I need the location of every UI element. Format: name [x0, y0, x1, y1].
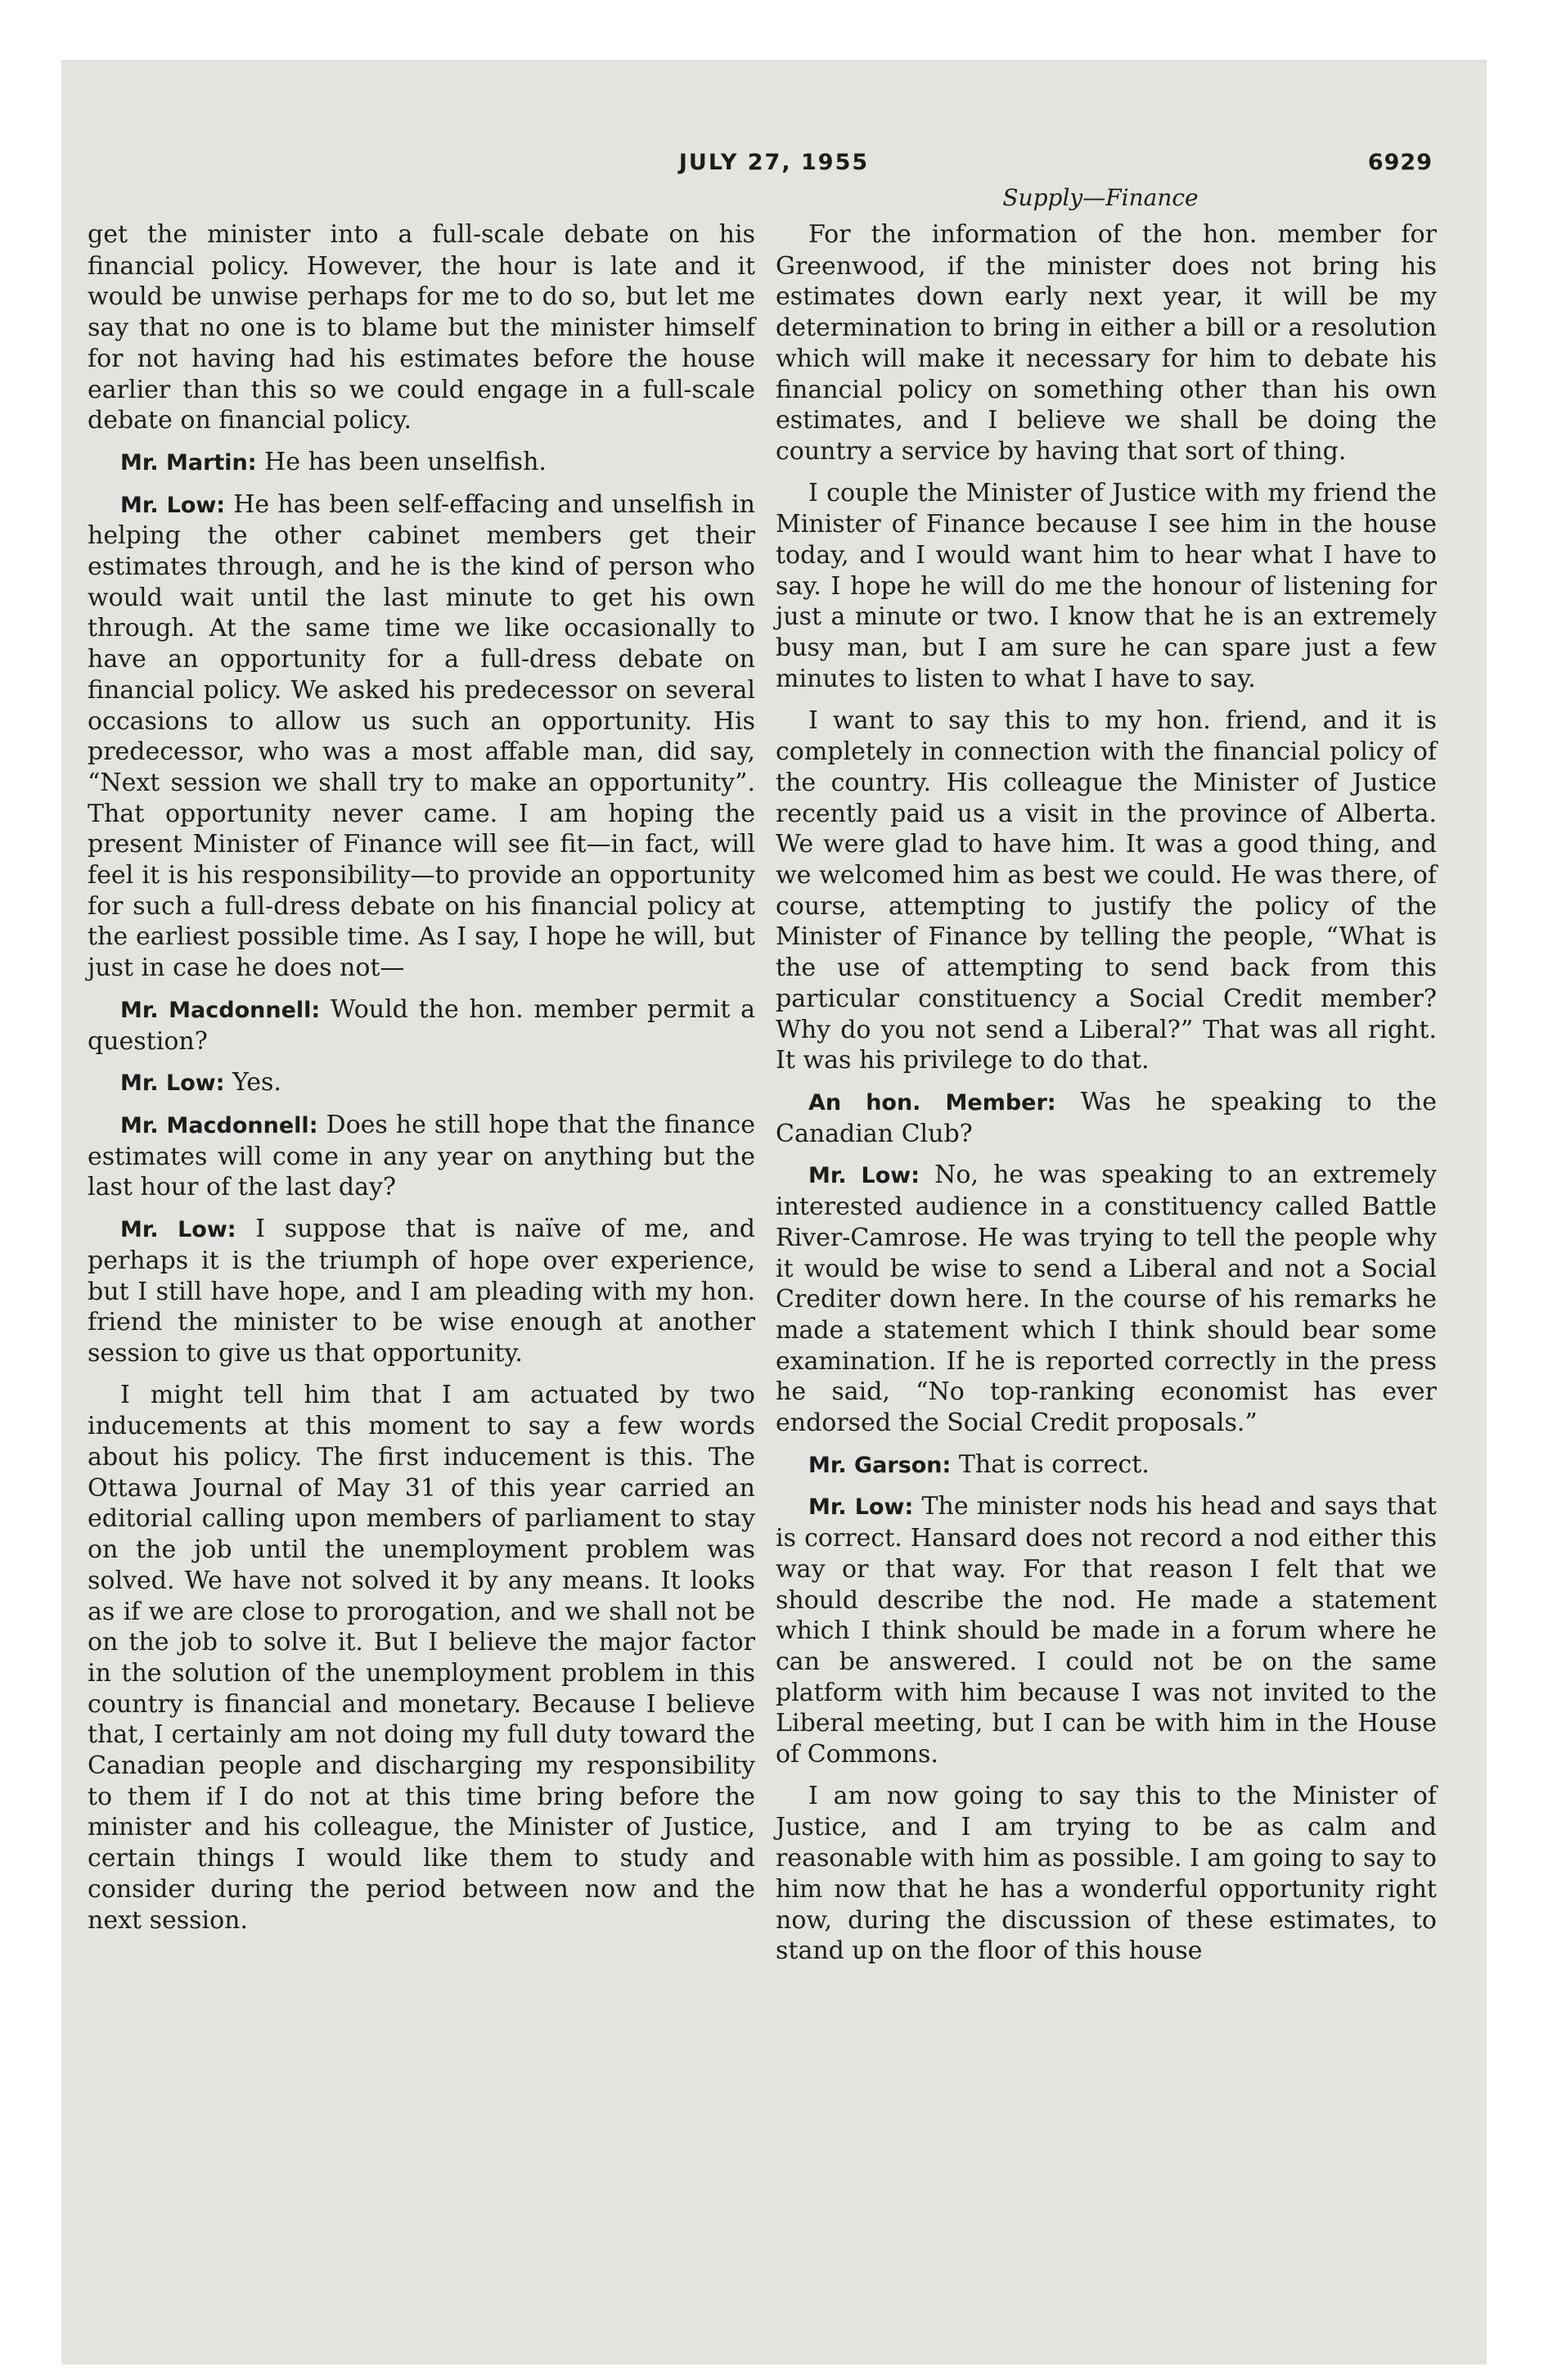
paragraph	[776, 1160, 1437, 1438]
page-number: 6929	[1367, 150, 1433, 175]
paragraph	[88, 489, 755, 984]
paragraph-text: That is correct.	[958, 1449, 1150, 1479]
paragraph-text: No, he was speaking to an extremely interested audience in a constituency called Battle River-Camrose. He was trying to tell the people why it would be wise to send a Liberal and not a Social Crediter down here. In the course of his remarks he made a statement which I think should bear some examination. If he is reported correctly in the press he said, “No top-ranking economist has ever endorsed the Social Credit proposals.”	[776, 1161, 1437, 1438]
page-header	[61, 150, 1487, 183]
speaker: An hon. Member:	[808, 1089, 1056, 1116]
paragraph	[776, 1449, 1437, 1481]
paragraph-text: I want to say this to my hon. friend, and it is completely in connection with the financial policy of the country. His colleague the Minister of Justice recently paid us a visit in the province of Alberta. We were glad to have him. It was a good thing, and we welcomed him as best we could. He was there, of course, attempting to justify the policy of the Minister of Finance by telling the people, “What is the use of attempting to send back from this particular constituency a Social Credit member? Why do you not send a Liberal?” That was all right. It was his privilege to do that.	[776, 705, 1437, 1075]
paragraph	[88, 1380, 755, 1936]
paragraph	[88, 1214, 755, 1369]
paragraph-text: He has been self-effacing and unselfish in helping the other cabinet members get their estimates through, and he is the kind of person who would wait until the last minute to get his own through. At the same time we like occasionally to have an opportunity for a full-dress debate on financial policy. We asked his predecessor on several occasions to allow us such an opportunity. His predecessor, who was a most affable man, did say, “Next session we shall try to make an opportunity”. That opportunity never came. I am hoping the present Minister of Finance will see fit—in fact, will feel it is his responsibility—to provide an opportunity for such a full-dress debate on his financial policy at the earliest possible time. As I say, I hope he will, but just in case he does not—	[88, 489, 755, 983]
paragraph-text: He has been unselfish.	[264, 447, 547, 476]
right-column	[776, 219, 1437, 1977]
paragraph-text: The minister nods his head and says that is correct. Hansard does not record a nod either this way or that way. For that reason I felt that we should describe the nod. He made a statement which I think should be made in a forum where he can be answered. I could not be on the same platform with him because I was not invited to the Liberal meeting, but I can be with him in the House of Commons.	[776, 1492, 1437, 1769]
paragraph-text: I am now going to say this to the Minister of Justice, and I am trying to be as calm and reasonable with him as possible. I am going to say to him now that he has a wonderful opportunity right now, during the discussion of these estimates, to stand up on the floor of this house	[776, 1781, 1437, 1966]
speaker: Mr. Martin:	[120, 449, 257, 476]
paragraph	[776, 1781, 1437, 1967]
paragraph	[88, 219, 755, 436]
paragraph-text: Does he still hope that the finance estimates will come in any year on anything but the last hour of the last day?	[88, 1110, 755, 1202]
running-head: Supply—Finance	[1002, 184, 1199, 211]
speaker: Mr. Low:	[808, 1163, 920, 1189]
speaker: Mr. Low:	[120, 1071, 225, 1097]
paragraph	[776, 705, 1437, 1076]
paragraph	[88, 1110, 755, 1203]
paragraph-text: Would the hon. member permit a question?	[88, 994, 755, 1056]
paragraph-text: get the minister into a full-scale debate on his financial policy. However, the hour is late and it would be unwise perhaps for me to do so, but let me say that no one is to blame but the minister himself for not having had his estimates before the house earlier than this so we could engage in a full-scale debate on financial policy.	[88, 220, 755, 435]
paragraph-text: For the information of the hon. member for Greenwood, if the minister does not bring his estimates down early next year, it will be my determination to bring in either a bill or a resolution which will make it necessary for him to debate his financial policy on something other than his own estimates, and I believe we shall be doing the country a service by having that sort of thing.	[776, 220, 1437, 466]
speaker: Mr. Low:	[808, 1494, 914, 1521]
hansard-page	[61, 60, 1487, 2364]
paragraph	[88, 1067, 755, 1099]
paragraph	[776, 219, 1437, 467]
paragraph-text: Yes.	[232, 1068, 281, 1098]
paragraph-text: I might tell him that I am actuated by two inducements at this moment to say a few words about his policy. The first inducement is this. The Ottawa Journal of May 31 of this year carried an editorial calling upon members of parliament to stay on the job until the unemployment problem was solved. We have not solved it by any means. It looks as if we are close to prorogation, and we shall not be on the job to solve it. But I believe the major factor in the solution of the unemployment problem in this country is financial and monetary. Because I believe that, I certainly am not doing my full duty toward the Canadian people and discharging my responsibility to them if I do not at this time bring before the minister and his colleague, the Minister of Justice, certain things I would like them to study and consider during the period between now and the next session.	[88, 1380, 755, 1935]
speaker: Mr. Garson:	[808, 1452, 952, 1478]
paragraph-text: Was he speaking to the Canadian Club?	[776, 1087, 1437, 1148]
paragraph	[776, 1087, 1437, 1149]
header-date: JULY 27, 1955	[678, 150, 870, 175]
paragraph-text: I suppose that is naïve of me, and perhaps it is the triumph of hope over experience, but I still have hope, and I am pleading with my hon. friend the minister to be wise enough at another session to give us that opportunity.	[88, 1215, 755, 1368]
left-column	[88, 219, 755, 1946]
speaker: Mr. Macdonnell:	[120, 997, 321, 1023]
speaker: Mr. Low:	[120, 1217, 236, 1243]
paragraph	[88, 447, 755, 479]
paragraph	[88, 994, 755, 1057]
paragraph	[776, 1491, 1437, 1769]
paragraph	[776, 478, 1437, 695]
speaker: Mr. Low:	[120, 492, 226, 518]
speaker: Mr. Macdonnell:	[120, 1112, 318, 1138]
paragraph-text: I couple the Minister of Justice with my friend the Minister of Finance because I see him in the house today, and I would want him to hear what I have to say. I hope he will do me the honour of listening for just a minute or two. I know that he is an extremely busy man, but I am sure he can spare just a few minutes to listen to what I have to say.	[776, 478, 1437, 693]
